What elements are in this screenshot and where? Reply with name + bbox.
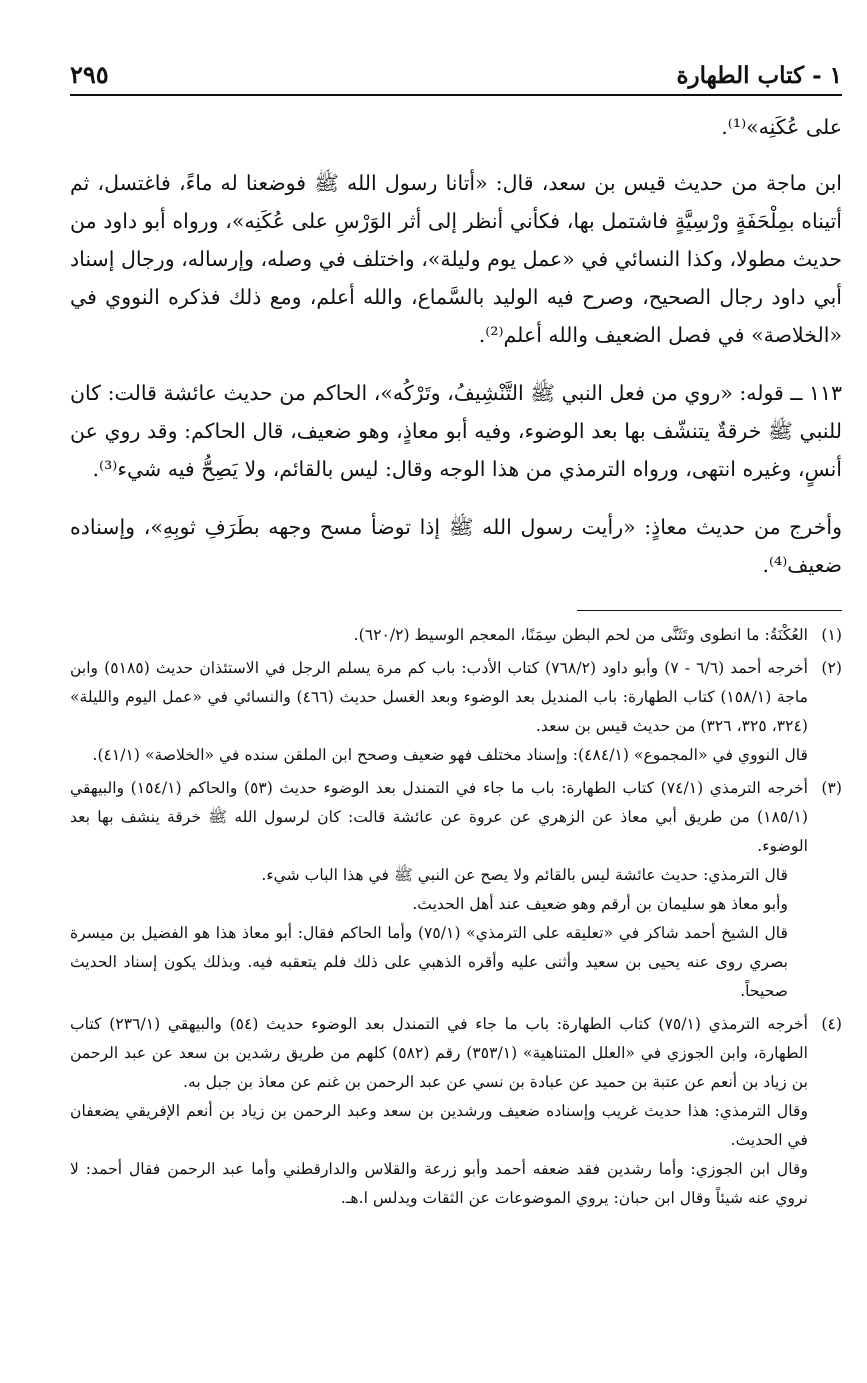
running-header — [70, 58, 842, 96]
footnote-number: (١) — [821, 626, 842, 644]
footnote-line: وقال الترمذي: هذا حديث غريب وإسناده ضعيف ورشدين بن سعد وعبد الرحمن بن زياد بن أنعم الإفريقي يضعفان في الحديث. — [70, 1102, 808, 1149]
footnote — [70, 774, 842, 1006]
footnote-line: أخرجه أحمد (٦/٦ - ٧) وأبو داود (٧٦٨/٢) كتاب الأدب: باب كم مرة يسلم الرجل في الاستئذان حديث (٥١٨٥) وابن ماجة (١٥٨/١) كتاب الطهارة: باب المنديل بعد الوضوء وبعد الغسل حديث (٤٦٦) والنسائي في «عمل اليوم والليلة» (٣٢٤، ٣٢٥، ٣٢٦) من حديث قيس بن سعد. — [70, 659, 808, 735]
footnote-line: وأبو معاذ هو سليمان بن أرقم وهو ضعيف عند أهل الحديث. — [412, 895, 788, 913]
chapter-title: ١ - كتاب الطهارة — [676, 62, 842, 89]
page-number: ٢٩٥ — [70, 60, 109, 89]
footnote-line: العُكْنَةُ: ما انطوى وتَثَنَّى من لحم البطن سِمَنًا، المعجم الوسيط (٦٢٠/٢). — [353, 626, 808, 644]
footnote-line: قال النووي في «المجموع» (٤٨٤/١): وإسناد مختلف فهو ضعيف وصحح ابن الملقن سنده في «الخلاصة» (٤١/١). — [92, 746, 808, 764]
paragraph: ابن ماجة من حديث قيس بن سعد، قال: «أتانا رسول الله ﷺ فوضعنا له ماءً، فاغتسل، ثم أتيناه بمِلْحَفَةٍ ورْسِيَّةٍ فاشتمل بها، فكأني أنظر إلى أثر الوَرْسِ على عُكَنِه»، ورواه أبو داود من حديث مطولا، وكذا النسائي في «عمل يوم وليلة»، واختلف في وصله، وإرساله، ورجال إسناد أبي داود رجال الصحيح، وصرح فيه الوليد بالسَّماع، والله أعلم، ومع ذلك فذكره النووي في «الخلاصة» في فصل الضعيف والله أعلم⁽²⁾. — [70, 171, 842, 347]
footnote-number: (٣) — [821, 779, 842, 797]
footnote-number: (٤) — [821, 1015, 842, 1033]
footnotes — [70, 621, 842, 1213]
footnote-number: (٢) — [821, 659, 842, 677]
main-text — [70, 108, 842, 584]
book-page — [70, 58, 842, 1217]
footnote — [70, 654, 842, 770]
footnote-line: أخرجه الترمذي (٧٥/١) كتاب الطهارة: باب ما جاء في التمندل بعد الوضوء حديث (٥٤) والبيهقي (٢٣٦/١) كتاب الطهارة، وابن الجوزي في «العلل المتناهية» (٣٥٣/١) رقم (٥٨٢) كلهم من طريق رشدين بن سعد عن عبد الرحمن بن زياد بن أنعم عن عتبة بن حميد عن عبادة بن نسي عن عبد الرحمن بن غنم عن معاذ بن جبل به. — [70, 1015, 808, 1091]
footnote-line: قال الترمذي: حديث عائشة ليس بالقائم ولا يصح عن النبي ﷺ في هذا الباب شيء. — [261, 866, 788, 884]
paragraph: وأخرج من حديث معاذٍ: «رأيت رسول الله ﷺ إذا توضأ مسح وجهه بطَرَفِ ثوبِهِ»، وإسناده ضعيف⁽⁴⁾. — [70, 515, 842, 577]
footnote-separator — [577, 610, 842, 611]
footnote-line: وقال ابن الجوزي: وأما رشدين فقد ضعفه أحمد وأبو زرعة والقلاس والدارقطني وأما عبد الرحمن فقال أحمد: لا نروي عنه شيئاً وقال ابن حبان: يروي الموضوعات عن الثقات ويدلس ا.هـ. — [70, 1160, 808, 1207]
footnote-line: قال الشيخ أحمد شاكر في «تعليقه على الترمذي» (٧٥/١) وأما الحاكم فقال: أبو معاذ هذا هو الفضيل بن ميسرة بصري روى عنه يحيى بن سعيد وأثنى عليه وأقره الذهبي على ذلك فلم يتعقبه فيه. وبذلك يكون إسناد الحديث صحيحاً. — [70, 924, 789, 1000]
footnote — [70, 621, 842, 650]
paragraph: على عُكَنِه»⁽¹⁾. — [721, 115, 842, 139]
footnote — [70, 1010, 842, 1213]
footnote-line: أخرجه الترمذي (٧٤/١) كتاب الطهارة: باب ما جاء في التمندل بعد الوضوء حديث (٥٣) والحاكم (١٥٤/١) والبيهقي (١٨٥/١) من طريق أبي معاذ عن الزهري عن عروة عن عائشة قالت: كان لرسول الله ﷺ خرقة ينشف بها بعد الوضوء. — [70, 779, 808, 855]
paragraph: ١١٣ ــ قوله: «روي من فعل النبي ﷺ التَّنْشِيفُ، وتَرْكُه»، الحاكم من حديث عائشة قالت: كان للنبي ﷺ خرقةٌ يتنشّف بها بعد الوضوء، وفيه أبو معاذٍ، وهو ضعيف، قال الحاكم: وقد روي عن أنسٍ، وغيره انتهى، ورواه الترمذي من هذا الوجه وقال: ليس بالقائم، ولا يَصِحُّ فيه شيء⁽³⁾. — [70, 381, 842, 481]
